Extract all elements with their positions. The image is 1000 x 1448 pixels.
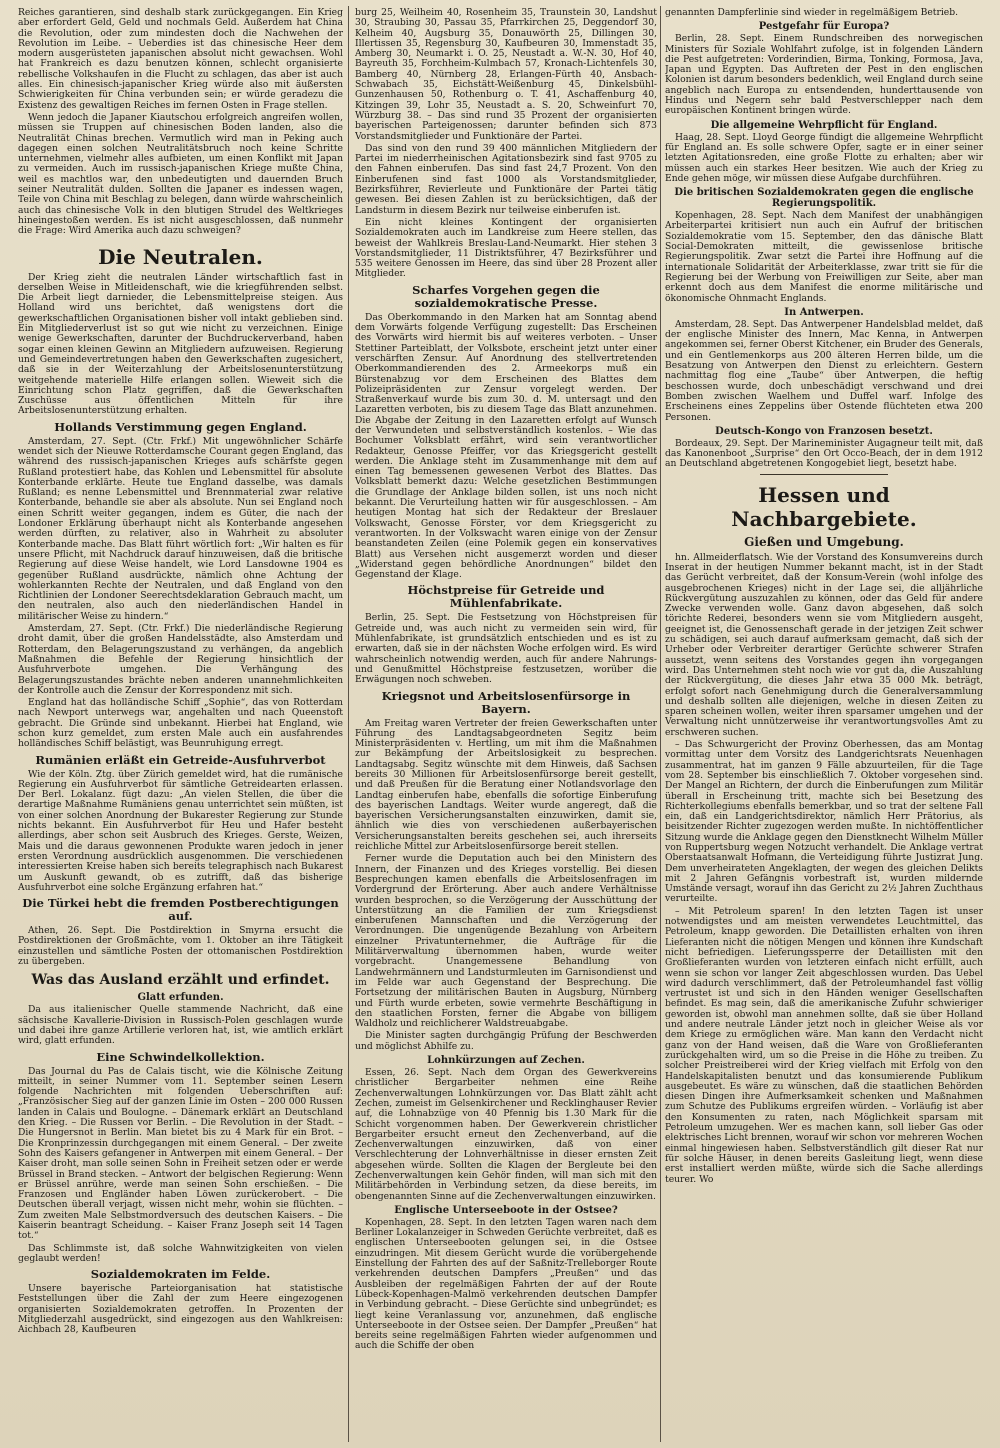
article-paragraph: Am Freitag waren Vertreter der freien Gewerkschaften unter Führung des Landtagsabgeordneten Segitz beim Ministerpräsidenten v. Hertling, um mit ihm die Maßnahmen zur Bekämpfung der Arbeitslosigkeit zu besprechen. Landtagsabg. Segitz wünschte mit dem Hinweis, daß Sachsen bereits 30 Millionen für Arbeitslosenfürsorge bereit gestellt, und daß Preußen für die Beratung einer Notlandsvorlage den Landtag einberufen habe, ebenfalls die sofortige Einberufung des bayerischen Landtags. Weiter wurde angeregt, daß die bayerischen Versicherungsanstalten einzuwirken, damit sie, ähnlich wie dies von verschiedenen außerbayerischen Versicherungsanstalten bereits geschehen sei, auch ihrerseits reichliche Mittel zur Arbeitslosenfürsorge bereit stellen. [355,717,657,853]
article-heading: Deutsch-Kongo von Franzosen besetzt. [715,425,933,437]
column-rule [660,6,661,1442]
article-paragraph: Kopenhagen, 28. Sept. In den letzten Tagen waren nach dem Berliner Lokalanzeiger in Schweden Gerüchte verbreitet, daß es englischen Unterseebooten gelungen sei, in die Ostsee einzudringen. Mit diesem Gerücht wurde die vorübergehende Einstellung der Fahrten des auf der Saßnitz-Trelleborger Route verkehrenden deutschen Dampfers „Preußen“ und das Ausbleiben der regelmäßigen Fahrten der auf der Route Lübeck-Kopenhagen-Malmö verkehrenden deutschen Dampfer in Verbindung gebracht. – Diese Gerüchte sind unbegründet; es liegt keine Veranlassung vor, anzunehmen, daß englische Unterseeboote in der Ostsee seien. Der Dampfer „Preußen“ hat bereits seine regelmäßigen Fahrten wieder aufgenommen und auch die Schiffe der oben [355,1216,657,1352]
article-paragraph: Bordeaux, 29. Sept. Der Marineminister Augagneur teilt mit, daß das Kanonenboot „Surprise“ den Ort Occo-Beach, der in dem 1912 an Deutschland abgetretenen Kongogebiet liegt, besetzt habe. [665,437,983,470]
section-subheading: Gießen und Umgebung. [744,534,904,549]
section-heading: Was das Ausland erzählt und erfindet. [31,972,330,989]
article-paragraph: Berlin, 28. Sept. Einem Rundschreiben des norwegischen Ministers für Soziale Wohlfahrt zufolge, ist in folgenden Ländern die Pest aufgetreten: Vorderindien, Birma, Tonking, Formosa, Java, Japan und Egypten. Das Auftreten der Pest in den englischen Kolonien ist darum besonders bedenklich, weil England durch seine angeblich nach Europa zu entsendenden, hunderttausende von Hindus und Negern sehr bald Pestverschlepper nach dem europäischen Kontinent bringen würde. [665,33,983,117]
article-paragraph: Kopenhagen, 28. Sept. Nach dem Manifest der unabhängigen Arbeiterpartei kritisiert nun auch ein Aufruf der britischen Sozialdemokratie vom 15. September, den das dänische Blatt Social-Demokraten mitteilt, die gewissenlose britische Regierungspolitik. Zwar setzt die Partei ihre Hoffnung auf die internationale Solidarität der Arbeiterklasse, zwar tritt sie für die Regierung bei der Werbung von Freiwilligen zur Seite, aber man erkennt doch aus dem Manifest die enorme militärische und ökonomische Ohnmacht Englands. [665,210,983,304]
article-paragraph: Amsterdam, 27. Sept. (Ctr. Frkf.) Die niederländische Regierung droht damit, über die großen Handelsstädte, also Amsterdam und Rotterdam, den Belagerungszustand zu verhängen, da angeblich Maßnahmen die Befehle der Regierung hinsichtlich der Ausfuhrverbote umgehen. Die Verhängung des Belagerungszustandes brächte neben anderen unannehmlichkeiten der Kontrolle auch die Zensur der Korrespondenz mit sich. [18,623,343,696]
column-2 [355,8,657,1440]
article-paragraph: Da aus italienischer Quelle stammende Nachricht, daß eine sächsische Kavallerie-Division in Russisch-Polen geschlagen wurde und dabei ihre ganze Artillerie verloren hat, ist, wie amtlich erklärt wird, glatt erfunden. [18,1004,343,1047]
section-heading: Hessen und Nachbargebiete. [731,482,917,531]
article-paragraph: Haag, 28. Sept. Lloyd George fündigt die allgemeine Wehrpflicht für England an. Es solle schwere Opfer, sagte er in einer seiner letzten Agitationsreden, eine große Flotte zu erhalten; aber wir müssen auch ein starkes Heer besitzen. Wie auch der Krieg zu Ende gehen möge, wir müssen diese Aufgabe durchführen. [665,131,983,184]
article-paragraph: genannten Dampferlinie sind wieder in regelmäßigem Betrieb. [665,8,959,18]
section-heading: Die Neutralen. [98,244,263,269]
article-heading: Kriegsnot und Arbeitslosenfürsorge in Bayern. [381,688,631,716]
article-paragraph: Reiches garantieren, sind deshalb stark zurückgegangen. Ein Krieg aber erfordert Geld, Geld und nochmals Geld. Außerdem hat China die Revolution, oder zum mindesten doch die Nachwehen der Revolution im Leibe. – Ueberdies ist das chinesische Heer dem modern ausgerüsteten japanischen absolut nicht gewachsen. Wohl hat Frankreich es dazu benutzen können, schlecht organisierte rebellische Volkshaufen in die Flucht zu schlagen, das aber ist auch alles. Ein chinesisch-japanischer Krieg würde also mit äußersten Schwierigkeiten für China verbunden sein; er würde geradezu die Existenz des gewaltigen Reiches im fernen Osten in Frage stellen. [18,8,343,111]
article-heading: Die britischen Sozialdemokraten gegen die englische Regierungspolitik. [674,187,974,210]
article-paragraph: Ein nicht kleines Kontingent der organisierten Sozialdemokraten auch im Landkreise zum Heere stellen, das beweist der Wahlkreis Breslau-Land-Neumarkt. Hier stehen 3 Vorstandsmitglieder, 11 Distriktsführer, 47 Bezirksführer und 535 weitere Genossen im Heere, das sind über 28 Prozent aller Mitglieder. [355,216,657,280]
column-3 [665,8,983,1440]
article-paragraph: Ferner wurde die Deputation auch bei den Ministern des Innern, der Finanzen und des Krieges vorstellig. Bei diesen Besprechungen kamen ebenfalls die Arbeitslosenfragen im Vordergrund der Erörterung. Aber auch andere Verhältnisse wurden besprochen, so die Verzögerung der Ausschüttung der Unterstützung an die Familien der zum Kriegsdienst einberufenen Mannschaften und die Verzögerung der Verordnungen. Die ungenügende Bezahlung von Arbeitern einzelner Privatunternehmer, die Aufträge für die Militärverwaltung übernommen haben, wurde weiter vorgebracht. Unangemessene Behandlung von Landwehrmännern und Landsturmleuten im Garnisondienst und im Felde war auch Gegenstand der Besprechung. Die Fortsetzung der militärischen Bauten in Augsburg, Nürnberg und Fürth wurde erbeten, sowie vermehrte Beschäftigung in den staatlichen Forsten, ferner die Abgabe von billigem Waldholz und reichlicherer Waldstreuabgabe. [355,853,657,1030]
article-paragraph: Die Minister sagten durchgängig Prüfung der Beschwerden und möglichst Abhilfe zu. [355,1030,657,1052]
article-heading: Englische Unterseeboote in der Ostsee? [394,1204,618,1216]
article-heading: Sozialdemokraten im Felde. [90,1267,271,1282]
article-paragraph: Das Oberkommando in den Marken hat am Sonntag abend dem Vorwärts folgende Verfügung zugestellt: Das Erscheinen des Vorwärts wird hiermit bis auf weiteres verboten. – Unser Stettiner Parteiblatt, der Volksbote, erscheint jetzt unter einer verschärften Zensur. Auf Anordnung des stellvertretenden Oberkommandierenden des 2. Armeekorps muß ein Bürstenabzug vor dem Erscheinen des Blattes dem Polizeipräsidenten zur Zensur vorgelegt werden. Der Straßenverkauf wurde bis zum 30. d. M. untersagt und den Lazaretten verboten, bis zu diesem Tage das Blatt anzunehmen. Die Abgabe der Zeitung in den Lazaretten erfolgt auf Wunsch der Verwundeten und selbstverständlich kostenlos. – Wie das Bochumer Volksblatt erfährt, wird sein verantwortlicher Redakteur, Genosse Pfeiffer, vor das Kriegsgericht gestellt werden. Die Anklage steht im Zusammenhange mit dem auf einen Tag bemessenen gewesenen Verbot des Blattes. Das Volksblatt bemerkt dazu: Welche gesetzlichen Bestimmungen die Grundlage der Anklage bilden sollen, ist uns noch nicht bekannt. Die Verurteilung hatten wir für ausgeschlossen. – Am heutigen Montag hat sich der Redakteur der Breslauer Volkswacht, Genosse Förster, vor dem Kriegsgericht zu verantworten. In der Volkswacht waren einige von der Zensur beanstandeten Zeilen (eine Polemik gegen ein konservatives Blatt) aus Versehen nicht ausgemerzt worden und dieser „Widerstand gegen behördliche Anordnungen“ bildet den Gegenstand der Klage. [355,311,657,581]
article-paragraph: Essen, 26. Sept. Nach dem Organ des Gewerkvereins christlicher Bergarbeiter nehmen eine Reihe Zechenverwaltungen Lohnkürzungen vor. Das Blatt zählt acht Zechen, zumeist im Gelsenkirchener und Recklinghauser Revier auf, die Lohnabzüge von 40 Pfennig bis 1.30 Mark für die Schicht vorgenommen haben. Der Gewerkverein christlicher Bergarbeiter ersucht erneut den Zechenverband, auf die Zechenverwaltungen einzuwirken, daß von einer Verschlechterung der Lohnverhältnisse in dieser ernsten Zeit abgesehen würde. Sollten die Klagen der Bergleute bei den Zechenverwaltungen kein Gehör finden, will man sich mit den Militärbehörden in Verbindung setzen, da diese bereits, im obengenannten Sinne auf die Zechenverwaltungen einzuwirken. [355,1067,657,1202]
article-heading: Rumänien erläßt ein Getreide-Ausfuhrverbot [35,752,326,767]
article-heading: Höchstpreise für Getreide und Mühlenfabrikate. [407,583,605,611]
column-rule [348,6,349,1442]
divider [760,474,887,475]
column-1 [18,8,343,1440]
article-paragraph: Das sind von den rund 39 400 männlichen Mitgliedern der Partei im niederrheinischen Agitationsbezirk sind fast 9705 zu den Fahnen einberufen. Das sind fast 24,7 Prozent. Von den Einberufenen sind fast 1000 als Vorstandsmitglieder, Bezirksführer, Revierleute und Funktionäre der Partei tätig gewesen. Bei diesen Zahlen ist zu berücksichtigen, daß der Landsturm in diesem Bezirk nur teilweise einberufen ist. [355,142,657,216]
article-paragraph: Amsterdam, 28. Sept. Das Antwerpener Handelsblad meldet, daß der englische Minister des Innern, Mac Kenna, in Antwerpen angekommen sei, ferner Oberst Kitchener, ein Bruder des Generals, und ein Gentlemenkorps aus 200 älteren Herren bilde, um die Besatzung von Antwerpen den Dienst zu erleichtern. Gestern nachmittag flog eine „Taube“ über Antwerpen, die heftig beschossen wurde, doch unbeschädigt verschwand und drei Bomben zwischen Waelhem und Duffel warf. Infolge des Erscheinens eines Zeppelins über Ostende flüchteten etwa 200 Personen. [665,318,983,423]
article-heading: Scharfes Vorgehen gegen die sozialdemokratische Presse. [412,282,600,310]
article-heading: Hollands Verstimmung gegen England. [54,419,307,434]
article-heading: Eine Schwindelkollektion. [96,1049,265,1064]
article-paragraph: Athen, 26. Sept. Die Postdirektion in Smyrna ersucht die Postdirektionen der Großmächte, vom 1. Oktober an ihre Tätigkeit einzustellen und sämtliche Posten der ottomanischen Postdirektion zu übergeben. [18,925,343,968]
article-paragraph: Amsterdam, 27. Sept. (Ctr. Frkf.) Mit ungewöhnlicher Schärfe wendet sich der Nieuwe Rotterdamsche Courant gegen England, das während des russisch-japanischen Krieges aufs schärfste gegen Rußland protestiert habe, das Kohlen und Lebensmittel für absolute Konterbande erklärte. Heute tue England dasselbe, was damals Rußland; es nenne Lebensmittel und Brennmaterial zwar relative Konterbande, behandle sie aber als absolute. Nun sei England noch einen Schritt weiter gegangen, indem es Güter, die nach der Londoner Erklärung überhaupt nicht als Konterbande angesehen werden dürften, zu relativer, also in Wahrheit zu absoluter Konterbande mache. Das Blatt führt wörtlich fort: „Wir halten es für unsere Pflicht, mit Nachdruck darauf hinzuweisen, daß die britische Regierung auf diese Weise handelt, wie Lord Lansdowne 1904 es gegenüber Rußland ausdrückte, nämlich ohne Achtung der wohlerkannten Rechte der Neutralen, und daß England von den Richtlinien der Londoner Seerechtsdeklaration Gebrauch macht, um den neutralen, also auch den niederländischen Handel in militärischer Weise zu hindern.“ [18,435,343,622]
article-heading: In Antwerpen. [784,306,864,318]
article-paragraph: Wie der Köln. Ztg. über Zürich gemeldet wird, hat die rumänische Regierung ein Ausfuhrverbot für sämtliche Getreidearten erlassen. Der Berl. Lokalanz. fügt dazu: „An vielen Stellen, die über die derartige Maßnahme Rumäniens genau unterrichtet sein müßten, ist von einer solchen Anordnung der Bukarester Regierung zur Stunde nichts bekannt. Ein Ausfuhrverbot für Heu und Hafer besteht allerdings, aber schon seit Ausbruch des Krieges. Gerste, Weizen, Mais und die daraus gewonnenen Produkte waren jedoch in jener ersten Verordnung ausdrücklich ausgenommen. Die verschiedenen interessierten Kreise haben sich bereits telegraphisch nach Bukarest um Auskunft gewandt, ob es zutrifft, daß das bisherige Ausfuhrverbot eine solche Ergänzung erfahren hat.“ [18,768,343,893]
article-paragraph: – Das Schwurgericht der Provinz Oberhessen, das am Montag vormittag unter dem Vorsitz des Landgerichtsrats Neuenhagen zusammentrat, hat im ganzen 9 Fälle abzuurteilen, für die Tage vom 28. September bis einschließlich 7. Oktober vorgesehen sind. Der Mangel an Richtern, der durch die Einberufungen zum Militär überall in Erscheinung tritt, machte sich bei Besetzung des Richterkollegiums ebenfalls bemerkbar, und so trat der seltene Fall ein, daß ein Landgerichtsdirektor, nämlich Herr Prätorius, als beisitzender Richter zugezogen werden mußte. In nichtöffentlicher Sitzung wurde die Anklage gegen den Dienstknecht Wilhelm Müller von Ruppertsburg wegen Notzucht verhandelt. Die Anklage vertrat Oberstaatsanwalt Hofmann, die Verteidigung führte Justizrat Jung. Dem unverheirateten Angeklagten, der wegen des gleichen Delikts mit 2 Jahren Gefängnis vorbestraft ist, wurden mildernde Umstände versagt, worauf ihn das Gericht zu 2½ Jahren Zuchthaus verurteilte. [665,739,983,905]
article-paragraph: Berlin, 25. Sept. Die Festsetzung von Höchstpreisen für Getreide und, was auch nicht zu vermeiden sein wird, für Mühlenfabrikate, ist grundsätzlich entschieden und es ist zu erwarten, daß sie in der nächsten Woche erfolgen wird. Es wird wahrscheinlich notwendig werden, auch für andere Nahrungs- und Genußmittel Höchstpreise festzusetzen, worüber die Erwägungen noch schweben. [355,612,657,686]
article-paragraph: hn. Allmeiderflatsch. Wie der Vorstand des Konsumvereins durch Inserat in der heutigen Nummer bekannt macht, ist in der Stadt das Gerücht verbreitet, daß der Konsum-Verein (wohl infolge des ausgebrochenen Krieges) nicht in der Lage sei, die alljährliche Rückvergütung auszuzahlen zu können, oder das Geld für andere Zwecke verwenden wolle. Ganz davon abgesehen, daß solch törichte Rederei, besonders wenn sie vom Mitgliedern ausgeht, geeignet ist, die Genossenschaft gerade in der jetzigen Zeit schwer zu schädigen, sei auch darauf aufmerksam gemacht, daß sich der Urheber oder Verbreiter derartiger Gerüchte schwerer Strafen aussetzt, wenn seitens des Vorstandes gegen ihn vorgegangen wird. Das Unternehmen steht noch wie vor gut da, die Auszahlung der Rückvergütung, die dieses Jahr etwa 35 000 Mk. beträgt, erfolgt sofort nach Genehmigung durch die Generalversammlung und deshalb sollten alle diejenigen, welche in diesen Zeiten zu sparen scheinen wollen, weiter ihren sparsamer umgehen und der Verwaltung nicht unnützerweise ihr verantwortungsvolles Amt zu erschweren suchen. [665,551,983,738]
article-heading: Die allgemeine Wehrpflicht für England. [710,119,938,131]
article-heading: Die Türkei hebt die fremden Postberechtigungen auf. [22,896,339,924]
article-paragraph: England hat das holländische Schiff „Sophie“, das von Rotterdam nach Newport unterwegs war, angehalten und nach Queenstoft gebracht. Die Gründe sind unbekannt. Hierbei hat England, wie schon kurz gemeldet, zum ersten Male auch ein ausfahrendes holländisches Schiff belästigt, was Beunruhigung erregt. [18,697,343,750]
article-paragraph: burg 25, Weilheim 40, Rosenheim 35, Traunstein 30, Landshut 30, Straubing 30, Passau 35, Pfarrkirchen 25, Deggendorf 30, Kelheim 40, Augsburg 35, Donauwörth 25, Dillingen 30, Illertissen 35, Regensburg 30, Kaufbeuren 30, Immenstadt 35, Amberg 30, Neumarkt i. O. 25, Neustadt a. W.-N. 30, Hof 40, Bayreuth 35, Forchheim-Kulmbach 57, Kronach-Lichtenfels 30, Bamberg 40, Nürnberg 28, Erlangen-Fürth 40, Ansbach-Schwabach 35, Eichstätt-Weißenburg 45, Dinkelsbühl-Gunzenhausen 50, Rothenburg o. T. 41, Aschaffenburg 40, Kitzingen 39, Lohr 35, Neustadt a. S. 20, Schweinfurt 70, Würzburg 38. – Das sind rund 35 Prozent der organisierten bayerischen Parteigenossen; darunter befinden sich 873 Vorstandsmitglieder und Funktionäre der Partei. [355,8,657,142]
article-paragraph: Das Journal du Pas de Calais tischt, wie die Kölnische Zeitung mitteilt, in seiner Nummer vom 11. September seinen Lesern folgende Nachrichten mit folgenden Ueberschriften auf: „Französischer Sieg auf der ganzen Linie im Osten – 200 000 Russen landen in Calais und Boulogne. – Dänemark erklärt an Deutschland den Krieg. – Die Russen vor Berlin. – Die Revolution in der Stadt. – Die Hungersnot in Berlin. Man bietet bis zu 4 Mark für ein Brot. – Die Kronprinzessin durchgegangen mit einem General. – Der zweite Sohn des Kaisers gefangener in Antwerpen mit einem General. – Der Kaiser droht, man solle seinen Sohn in Freiheit setzen oder er werde Brüssel in Brand stecken. – Antwort der belgischen Regierung: Wenn er Brüssel anrühre, werde man seinen Sohn erschießen. – Die Franzosen und Engländer haben Löwen zurückerobert. – Die Deutschen überall verjagt, wissen nicht mehr, wohin sie flüchten. – Zum zweiten Male Selbstmordversuch des deutschen Kaisers. – Die Kaiserin beantragt Scheidung. – Kaiser Franz Joseph seit 14 Tagen tot.“ [18,1065,343,1242]
article-paragraph: Wenn jedoch die Japaner Kiautschou erfolgreich angreifen wollen, müssen sie Truppen auf chinesischen Boden landen, also die Neutralität Chinas brechen. Vermutlich wird man in Peking auch dagegen einen solchen Neutralitätsbruch noch keine Schritte unternehmen, vielmehr alles aufbieten, um einen Konflikt mit Japan zu vermeiden. Auch im russisch-japanischen Kriege mußte China, weil es machtlos war, den unbedeutigten und dauernden Bruch seiner Neutralität dulden. Sollten die Japaner es indessen wagen, Teile von China mit Beschlag zu belegen, dann würde wahrscheinlich auch das chinesische Volk in den blutigen Strudel des Weltkrieges hineingestoßen werden. Es ist nicht ausgeschlossen, daß nunmehr die Frage: Wird Amerika auch dazu schweigen? [18,111,343,237]
article-paragraph: – Mit Petroleum sparen! In den letzten Tagen ist unser notwendigstes und am meisten verwendetes Leuchtmittel, das Petroleum, knapp geworden. Die Detaillisten erhalten von ihren Lieferanten nicht die nötigen Mengen und können ihre Kundschaft nicht befriedigen. Lieferungssperre der Detaillisten mit den Großlieferanten wurden von letzteren einfach nicht erfüllt, auch wenn sie schon vor langer Zeit abgeschlossen wurden. Das Uebel wird dadurch verschlimmert, daß der Petroleumhandel fast völlig vertrustet ist und sich in den Händen weniger Gesellschaften befindet. Es mag sein, daß die amerikanische Zufuhr schwieriger geworden ist, obwohl man annehmen sollte, daß sie über Holland und andere neutrale Länder jetzt noch in gleicher Weise als vor dem Kriege zu ermöglichen wäre. Man kann den Verdacht nicht ganz von der Hand weisen, daß die Ware von Großlieferanten zurückgehalten wird, um so die Preise in die Höhe zu treiben. Zu solcher Preistreiberei wird der Krieg vielfach mit Erfolg von den Handelskapitalisten benutzt und das konsumierende Publikum ausgebeutet. Es wäre zu wünschen, daß die staatlichen Behörden diesen Dingen ihre Aufmerksamkeit schenken und Maßnahmen zum Schutze des Publikums ergreifen würden. – Vorläufig ist aber den Konsumenten zu raten, nach Möglichkeit sparsam mit Petroleum umzugehen. Wer es machen kann, soll lieber Gas oder elektrisches Licht brennen, worauf wir schon vor mehreren Wochen einmal hingewiesen haben. Selbstverständlich gilt dieser Rat nur für solche Häuser, in denen bereits Gasleitung liegt, wenn diese erst installiert werden müßte, würde sich die Sache allerdings teurer. Wo [665,905,983,1185]
article-heading: Pestgefahr für Europa? [758,21,890,33]
article-subheading: Glatt erfunden. [137,992,224,1004]
article-paragraph: Der Krieg zieht die neutralen Länder wirtschaftlich fast in derselben Weise in Mitleidenschaft, wie die kriegführenden selbst. Die Arbeit liegt darnieder, die Lebensmittelpreise steigen. Aus Holland wird uns berichtet, daß wenigstens dort die gewerkschaftlichen Organisationen bisher voll intakt geblieben sind. Ein Mitgliederverlust ist so gut wie nicht zu verzeichnen. Einige wenige Gewerkschaften, darunter der Buchdruckerverband, haben sogar einen kleinen Gewinn an Mitgliedern aufzuweisen. Regierung und Gemeindevertretungen haben den Gewerkschaften zugesichert, daß sie in der Weiterzahlung der Arbeitslosenunterstützung weitgehende materielle Hilfe erlangen sollen. Wieweit sich die Einrichtung schon Platz gegriffen, daß die Gewerkschaften Zuschüsse aus öffentlichen Mitteln für ihre Arbeitslosenunterstützung erhalten. [18,271,343,417]
article-heading: Lohnkürzungen auf Zechen. [427,1055,585,1067]
article-paragraph: Unsere bayerische Parteiorganisation hat statistische Feststellungen über die Zahl der zum Heere eingezogenen organisierten Sozialdemokraten getroffen. In Prozenten der Mitgliederzahl ausgedrückt, sind eingezogen aus den Wahlkreisen: Aichbach 28, Kaufbeuren [18,1283,343,1336]
article-paragraph: Das Schlimmste ist, daß solche Wahnwitzigkeiten von vielen geglaubt werden! [18,1242,343,1264]
